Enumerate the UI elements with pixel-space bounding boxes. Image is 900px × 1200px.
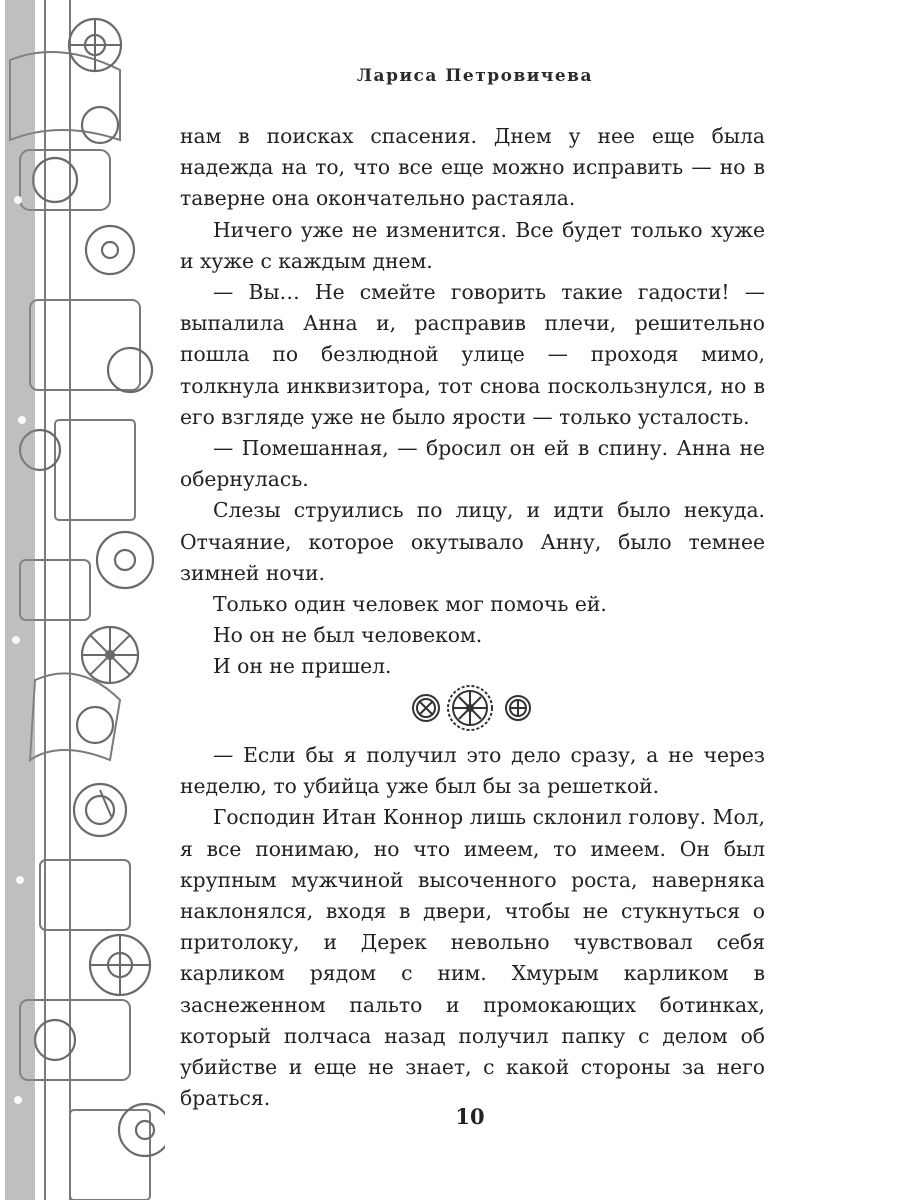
running-head-author: Лариса Петровичева [357, 66, 593, 86]
text-section-1 [180, 121, 765, 683]
paragraph: — Если бы я получил это дело сразу, а не через неделю, то убийца уже был бы за решеткой. [180, 743, 765, 799]
text-section-2 [180, 740, 765, 1114]
paragraph: Но он не был человеком. [213, 623, 483, 648]
paragraph: — Вы… Не смейте говорить такие гадости! — выпалила Анна и, расправив плечи, решительно пошла по безлюдной улице — проходя мимо, толкнула инквизитора, тот снова поскользнулся, но в его взгляде уже не было ярости — только усталость. [180, 280, 765, 429]
paragraph: Ничего уже не изменится. Все будет только хуже и хуже с каждым днем. [180, 217, 765, 273]
steampunk-border-illustration [0, 0, 165, 1200]
gear-cross-icon [506, 696, 530, 720]
paragraph: Господин Итан Коннор лишь склонил голову. Мол, я все понимаю, но что имеем, то имеем. Он был крупным мужчиной высоченного роста, наверняка наклонялся, входя в двери, чтобы не стукнуться о притолоку, и Дерек невольно чувствовал себя карликом рядом с ним. Хмурым карликом в заснеженном пальто и промокающих ботинках, который полчаса назад получил папку с делом об убийстве и еще не знает, с какой стороны за него браться. [180, 805, 765, 1111]
gear-wheel-icon [413, 695, 439, 721]
paragraph: И он не пришел. [213, 654, 392, 679]
paragraph: нам в поисках спасения. Днем у нее еще была надежда на то, что все еще можно исправить — но в таверне она окончательно растаяла. [180, 124, 765, 211]
gear-star-icon [448, 686, 492, 730]
section-divider-ornament [408, 682, 538, 734]
paragraph: Слезы струились по лицу, и идти было некуда. Отчаяние, которое окутывало Анну, было темнее зимней ночи. [180, 498, 765, 585]
paragraph: — Помешанная, — бросил он ей в спину. Анна не обернулась. [180, 436, 765, 492]
page-number: 10 [455, 1104, 485, 1129]
paragraph: Только один человек мог помочь ей. [213, 592, 607, 617]
